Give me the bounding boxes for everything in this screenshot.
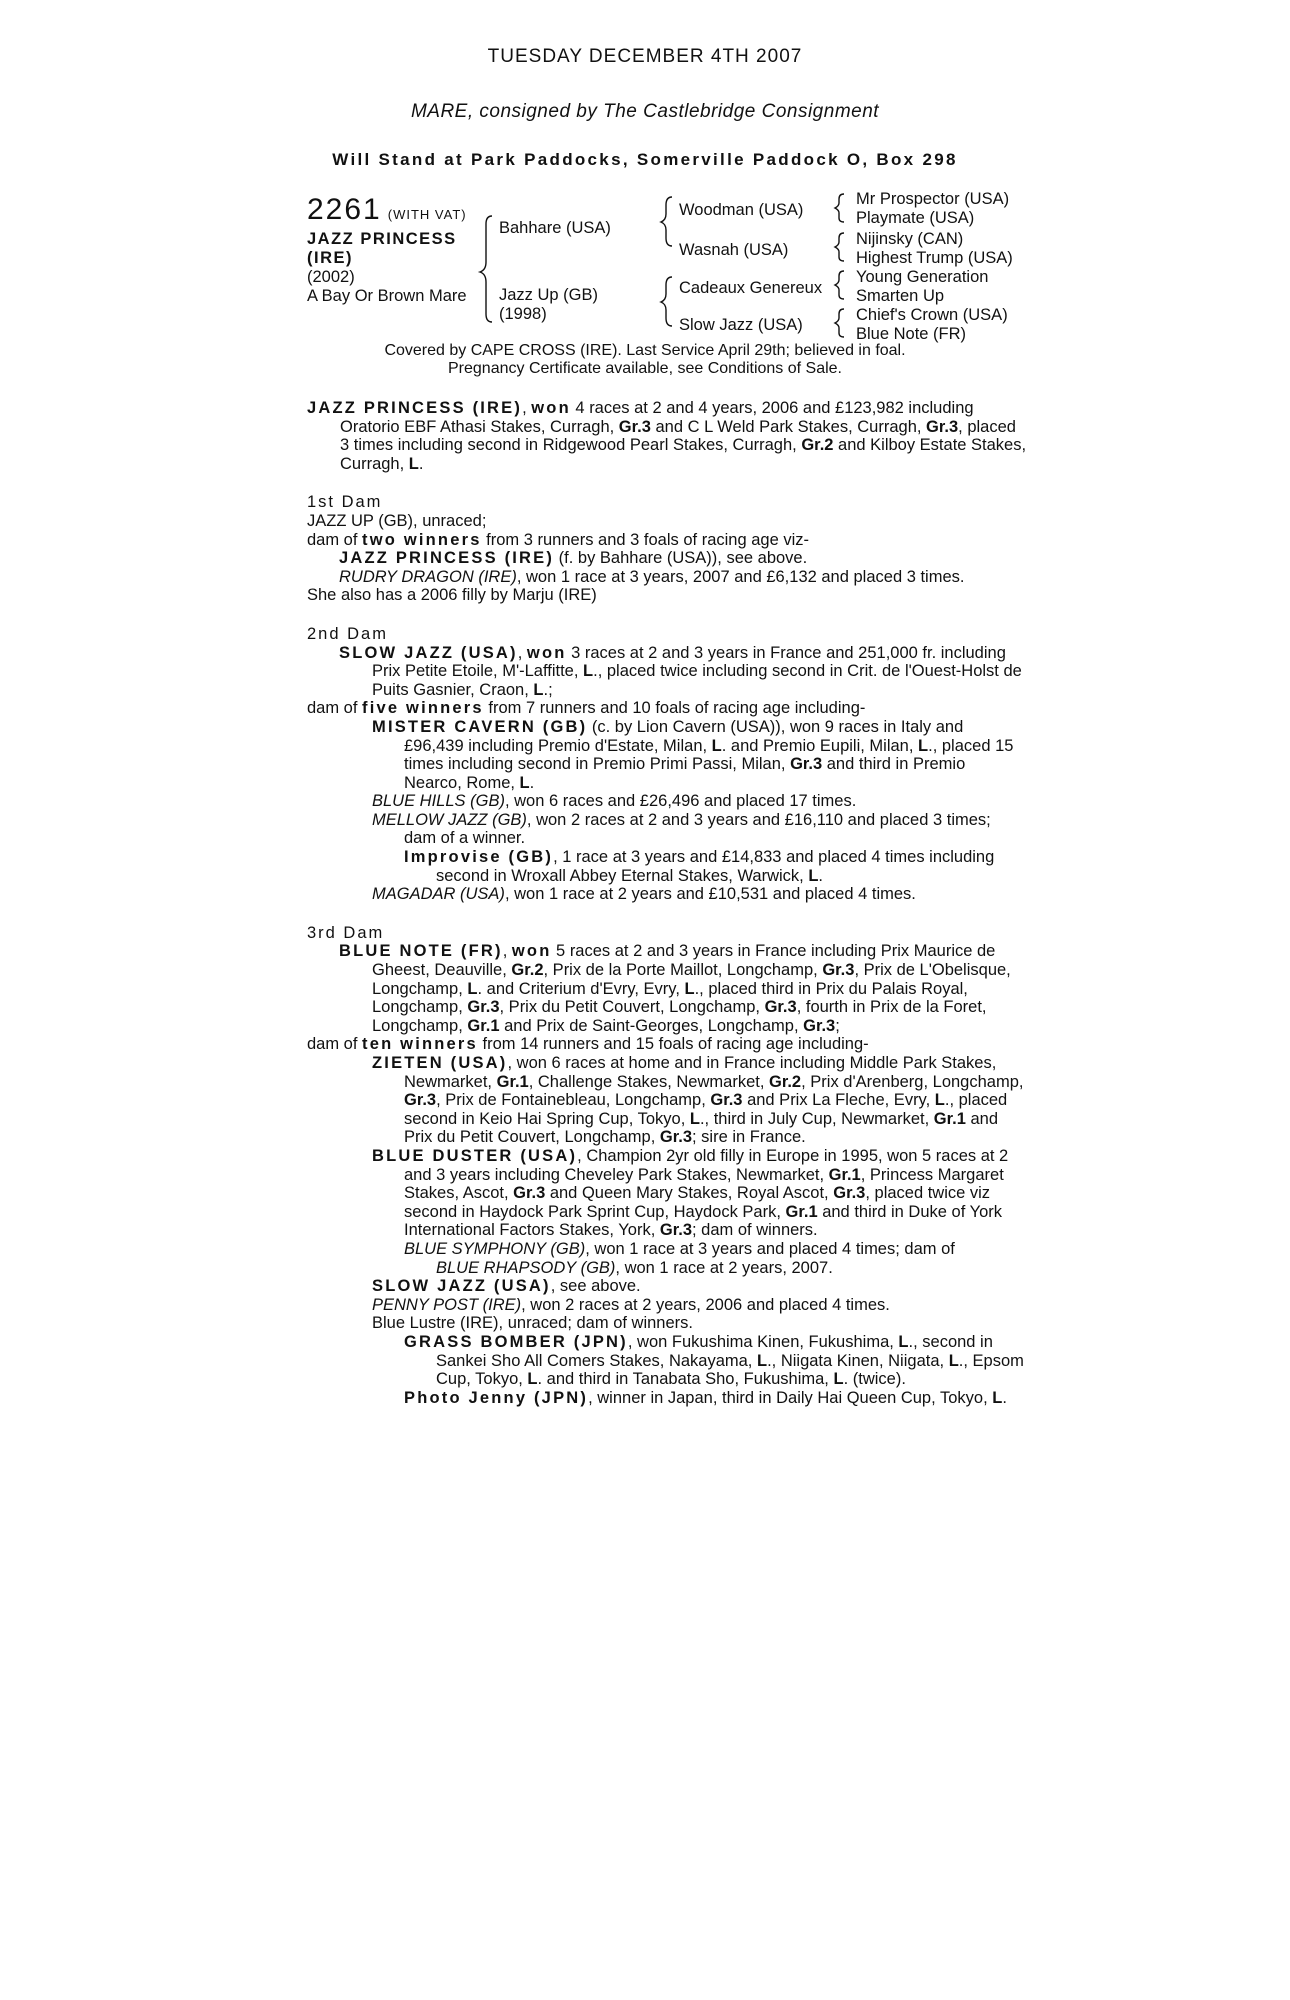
text: , winner in Japan, third in Daily Hai Queen Cup, Tokyo,: [588, 1388, 993, 1407]
produce-name: BLUE DUSTER (USA): [372, 1146, 578, 1165]
text: . and Premio Eupili, Milan,: [721, 736, 919, 755]
produce-entry: [307, 549, 1027, 568]
third-dam-heading: 3rd Dam: [307, 923, 385, 942]
produce-entry: [307, 1259, 1027, 1278]
text: .: [818, 866, 824, 885]
brace-sire: [661, 197, 672, 246]
text: . (twice).: [843, 1370, 906, 1389]
text: , Princess Margaret Stakes, Ascot,: [404, 1165, 1004, 1203]
race-record-summary: [307, 399, 1027, 1407]
text: ., placed twice including second in Crit. de l'Ouest-Holst de Puits Gasnier, Craon,: [372, 662, 1022, 699]
second-dam-record: SLOW JAZZ (USA), won 3 races at 2 and 3 years in France and 251,000 fr. including Prix Petite Etoile, M'-Laffitte, L., placed twice including second in Crit. de l'Ouest-Holst de Puits Gasnier, Craon, L.;: [339, 643, 1022, 699]
summary-text: and C L Weld Park Stakes, Curragh,: [650, 417, 927, 436]
text: , Challenge Stakes, Newmarket,: [528, 1072, 769, 1091]
text: , Prix du Petit Couvert, Longchamp,: [499, 998, 765, 1017]
text: ;: [835, 1016, 840, 1035]
text: ; sire in France.: [692, 1128, 806, 1147]
grade-label: Gr.3: [659, 1128, 692, 1147]
text: .: [1002, 1388, 1007, 1407]
produce-name: Improvise (GB): [404, 848, 554, 867]
grade-label: Gr.3: [833, 1184, 866, 1203]
won-label: won: [526, 643, 567, 662]
text: , Prix d'Arenberg, Longchamp,: [801, 1072, 1024, 1091]
won-label: won: [511, 942, 552, 961]
grade-label: Gr.1: [467, 1016, 500, 1035]
text: , won 1 race at 2 years, 2007.: [615, 1258, 833, 1277]
winners-count: two winners: [362, 530, 482, 549]
produce-entry: [307, 718, 1027, 792]
listed-label: L: [583, 662, 594, 681]
brace-g12: [835, 194, 844, 222]
grade-label: Gr.2: [801, 436, 834, 455]
covered-line1: Covered by CAPE CROSS (IRE). Last Service April 29th; believed in foal.: [384, 342, 906, 359]
first-dam-note: She also has a 2006 filly by Marju (IRE): [307, 586, 597, 605]
summary-won: won: [531, 399, 571, 417]
winners-count: ten winners: [362, 1035, 478, 1054]
produce-entry: [307, 848, 1027, 885]
ped-dam: [499, 286, 598, 324]
text: and third in Premio Nearco, Rome,: [404, 755, 966, 792]
text: ., third in July Cup, Newmarket,: [699, 1109, 934, 1128]
text: and third in Duke of York International Factors Stakes, York,: [404, 1202, 1002, 1240]
listed-label: L: [756, 1351, 768, 1370]
horse-name-line1: JAZZ PRINCESS: [307, 230, 457, 248]
text: from 14 runners and 15 foals of racing age including-: [477, 1035, 869, 1054]
consignment-line: MARE, consigned by The Castlebridge Consignment: [410, 101, 880, 122]
text: (c. by Lion Cavern (USA)), won 9 races in Italy and £96,439 including Premio d'Estate, Milan,: [404, 717, 964, 755]
text: from 3 runners and 3 foals of racing age viz-: [481, 530, 809, 549]
sale-date: TUESDAY DECEMBER 4TH 2007: [487, 46, 803, 67]
produce-name: BLUE HILLS (GB): [372, 792, 505, 811]
text: , won 2 races at 2 years, 2006 and placed 4 times.: [521, 1295, 890, 1314]
ped-dam-name: Jazz Up (GB): [499, 286, 599, 304]
produce-entry: [307, 792, 1027, 811]
covered-note: [0, 342, 1290, 378]
grade-label: Gr.3: [710, 1091, 743, 1110]
text: , won 6 races at home and in France including Middle Park Stakes, Newmarket,: [404, 1054, 997, 1091]
listed-label: L: [898, 1332, 909, 1351]
listed-label: L: [918, 736, 929, 755]
text: . and Criterium d'Evry, Evry,: [477, 979, 685, 998]
listed-label: L: [519, 773, 530, 792]
text: from 7 runners and 10 foals of racing age including-: [483, 699, 866, 718]
text: ., second in Sankei Sho All Comers Stakes, Nakayama,: [436, 1332, 993, 1370]
second-dam-produce: [307, 699, 1027, 718]
winners-count: five winners: [362, 699, 484, 718]
text: , won 6 races and £26,496 and placed 17 times.: [504, 792, 857, 811]
ped-sire-sire: Woodman (USA): [679, 201, 804, 219]
produce-entry: [307, 1333, 1027, 1389]
produce-entry: [307, 811, 1027, 848]
grade-label: Gr.1: [785, 1202, 818, 1221]
grade-label: Gr.3: [467, 998, 500, 1017]
text: .;: [543, 680, 553, 699]
summary-paragraph: JAZZ PRINCESS (IRE), won 4 races at 2 and 4 years, 2006 and £123,982 including Oratorio EBF Athasi Stakes, Curragh, Gr.3 and C L Weld Park Stakes, Curragh, Gr.3, placed 3 times including second in Ridgewood Pearl Stakes, Curragh, Gr.2 and Kilboy Estate Stakes, Curragh, L.: [307, 399, 1027, 473]
brace-main: [480, 216, 492, 322]
grade-label: Gr.3: [803, 1016, 836, 1035]
produce-name: Photo Jenny (JPN): [404, 1388, 589, 1407]
vat-note: (WITH VAT): [387, 207, 467, 222]
text: , won Fukushima Kinen, Fukushima,: [627, 1332, 899, 1351]
stand-location: Will Stand at Park Paddocks, Somerville Paddock O, Box 298: [332, 150, 958, 169]
produce-name: MELLOW JAZZ (GB): [372, 810, 527, 829]
grade-label: Gr.1: [933, 1109, 966, 1128]
text: , Champion 2yr old filly in Europe in 1995, won 5 races at 2 and 3 years including Cheveley Park Stakes, Newmarket,: [404, 1146, 1009, 1184]
listed-label: L: [711, 736, 722, 755]
text: , fourth in Prix de la Foret, Longchamp,: [372, 998, 987, 1035]
grade-label: Gr.3: [404, 1091, 437, 1110]
ped-g7: Chief's Crown (USA): [856, 306, 1008, 324]
text: . and third in Tanabata Sho, Fukushima,: [537, 1370, 834, 1389]
text: .: [529, 773, 535, 792]
grade-label: Gr.1: [828, 1165, 861, 1184]
text: dam of: [307, 1035, 363, 1054]
ped-dam-dam: Slow Jazz (USA): [679, 316, 803, 334]
brace-g34: [835, 233, 844, 261]
text: , Prix de la Porte Maillot, Longchamp,: [543, 961, 823, 980]
second-dam-heading: 2nd Dam: [307, 624, 388, 643]
produce-name: MISTER CAVERN (GB): [372, 717, 588, 736]
grade-label: Gr.3: [790, 755, 823, 774]
text: (f. by Bahhare (USA)), see above.: [554, 549, 808, 568]
text: and Prix La Fleche, Evry,: [742, 1091, 935, 1110]
produce-entry: [307, 1240, 1027, 1259]
listed-label: L: [467, 979, 478, 998]
dam-name: SLOW JAZZ (USA): [339, 643, 518, 662]
third-dam-record: BLUE NOTE (FR), won 5 races at 2 and 3 years in France including Prix Maurice de Gheest, Deauville, Gr.2, Prix de la Porte Maillot, Longchamp, Gr.3, Prix de L'Obelisque, Longchamp, L. and Criterium d'Evry, Evry, L., placed third in Prix du Palais Royal, Longchamp, Gr.3, Prix du Petit Couvert, Longchamp, Gr.3, fourth in Prix de la Foret, Longchamp, Gr.1 and Prix de Saint-Georges, Longchamp, Gr.3;: [339, 942, 1011, 1035]
third-dam-produce: [307, 1035, 1027, 1054]
summary-horse-name: JAZZ PRINCESS (IRE): [307, 399, 523, 417]
listed-label: L: [684, 979, 695, 998]
ped-dam-sire: Cadeaux Genereux: [679, 279, 823, 297]
text: ., placed third in Prix du Palais Royal, Longchamp,: [372, 979, 968, 1017]
produce-name: BLUE RHAPSODY (GB): [436, 1258, 616, 1277]
produce-entry: [307, 568, 1027, 587]
text: ; dam of winners.: [692, 1221, 818, 1240]
summary-text: , placed 3 times including second in Ridgewood Pearl Stakes, Curragh,: [340, 417, 1016, 455]
brace-dam: [661, 277, 672, 326]
listed-label: L: [934, 1091, 945, 1110]
produce-name: BLUE SYMPHONY (GB): [404, 1239, 586, 1258]
summary-text: .: [418, 454, 424, 473]
produce-entry: [307, 1147, 1027, 1240]
produce-entry: [307, 1277, 1027, 1296]
lot-number: 2261: [307, 193, 382, 226]
listed-label: L: [808, 866, 819, 885]
grade-label: Gr.1: [496, 1072, 529, 1091]
text: , placed twice viz second in Haydock Park Sprint Cup, Haydock Park,: [404, 1184, 991, 1221]
ped-g1: Mr Prospector (USA): [856, 190, 1010, 208]
text: and Prix de Saint-Georges, Longchamp,: [499, 1016, 804, 1035]
produce-entry: Blue Lustre (IRE), unraced; dam of winners.: [372, 1314, 693, 1333]
text: , won 1 race at 3 years and placed 4 times; dam of: [585, 1239, 955, 1258]
ped-g2: Playmate (USA): [856, 209, 975, 227]
ped-dam-year: (1998): [499, 305, 547, 323]
first-dam-line: JAZZ UP (GB), unraced;: [307, 511, 487, 530]
brace-g56: [835, 271, 844, 299]
listed-label: L: [992, 1388, 1003, 1407]
grade-label: Gr.3: [822, 961, 855, 980]
brace-g78: [835, 309, 844, 337]
text: , won 1 race at 2 years and £10,531 and placed 4 times.: [504, 885, 916, 904]
produce-name: MAGADAR (USA): [372, 885, 505, 904]
text: , Prix de Fontainebleau, Longchamp,: [436, 1091, 711, 1110]
produce-name: ZIETEN (USA): [372, 1054, 508, 1072]
produce-name: SLOW JAZZ (USA): [372, 1277, 551, 1296]
ped-g8: Blue Note (FR): [856, 325, 967, 343]
pedigree-braces: [0, 0, 1290, 340]
text: and Prix du Petit Couvert, Longchamp,: [404, 1109, 999, 1147]
grade-label: Gr.3: [513, 1184, 546, 1203]
text: 5 races at 2 and 3 years in France including Prix Maurice de Gheest, Deauville,: [372, 942, 996, 980]
grade-label: Gr.3: [926, 417, 959, 436]
summary-text: 4 races at 2 and 4 years, 2006 and £123,982 including Oratorio EBF Athasi Stakes, Curragh,: [340, 399, 974, 436]
grade-label: Gr.2: [511, 961, 544, 980]
produce-entry: [307, 1296, 1027, 1315]
text: , won 1 race at 3 years, 2007 and £6,132 and placed 3 times.: [516, 567, 965, 586]
text: dam of: [307, 699, 363, 718]
listed-label: L: [527, 1370, 538, 1389]
listed-label: L: [833, 1370, 844, 1389]
ped-sire: Bahhare (USA): [499, 219, 611, 237]
ped-g4: Highest Trump (USA): [856, 249, 1013, 267]
dam-name: BLUE NOTE (FR): [339, 942, 503, 961]
text: ., Niigata Kinen, Niigata,: [767, 1351, 949, 1370]
summary-text: and Kilboy Estate Stakes, Curragh,: [340, 436, 1027, 473]
text: and Queen Mary Stakes, Royal Ascot,: [545, 1184, 834, 1203]
produce-name: PENNY POST (IRE): [372, 1295, 522, 1314]
text: , Prix de L'Obelisque, Longchamp,: [372, 961, 1011, 998]
grade-label: Gr.3: [659, 1221, 692, 1240]
first-dam-produce: [307, 531, 1027, 550]
text: dam of: [307, 530, 363, 549]
produce-name: GRASS BOMBER (JPN): [404, 1332, 628, 1351]
horse-year: (2002): [307, 268, 355, 286]
first-dam-heading: 1st Dam: [307, 493, 383, 512]
listed-label: L: [948, 1351, 959, 1370]
listed-label: L: [408, 454, 419, 473]
text: , see above.: [550, 1277, 641, 1296]
text: 3 races at 2 and 3 years in France and 251,000 fr. including Prix Petite Etoile, M'-Laffitte,: [372, 643, 1006, 681]
grade-label: Gr.2: [769, 1072, 802, 1091]
listed-label: L: [533, 680, 544, 699]
listed-label: L: [689, 1109, 700, 1128]
text: ., placed second in Keio Hai Spring Cup, Tokyo,: [404, 1091, 1008, 1128]
text: , 1 race at 3 years and £14,833 and placed 4 times including second in Wroxall Abbey Eternal Stakes, Warwick,: [436, 848, 995, 885]
ped-g5: Young Generation: [856, 268, 989, 286]
grade-label: Gr.3: [764, 998, 797, 1017]
ped-sire-dam: Wasnah (USA): [679, 241, 789, 259]
text: ., Epsom Cup, Tokyo,: [436, 1351, 1024, 1389]
produce-entry: [307, 1054, 1027, 1147]
text: , won 2 races at 2 and 3 years and £16,110 and placed 3 times; dam of a winner.: [404, 810, 991, 848]
produce-entry: [307, 1389, 1027, 1408]
text: ., placed 15 times including second in Premio Primi Passi, Milan,: [404, 736, 1014, 774]
grade-label: Gr.3: [618, 417, 651, 436]
covered-line2: Pregnancy Certificate available, see Conditions of Sale.: [448, 360, 842, 377]
ped-g6: Smarten Up: [856, 287, 945, 305]
produce-name: JAZZ PRINCESS (IRE): [339, 549, 555, 568]
horse-name-line2: (IRE): [307, 249, 353, 267]
ped-g3: Nijinsky (CAN): [856, 230, 964, 248]
produce-entry: [307, 885, 1027, 904]
horse-description: A Bay Or Brown Mare: [307, 287, 467, 305]
produce-name: RUDRY DRAGON (IRE): [339, 567, 517, 586]
